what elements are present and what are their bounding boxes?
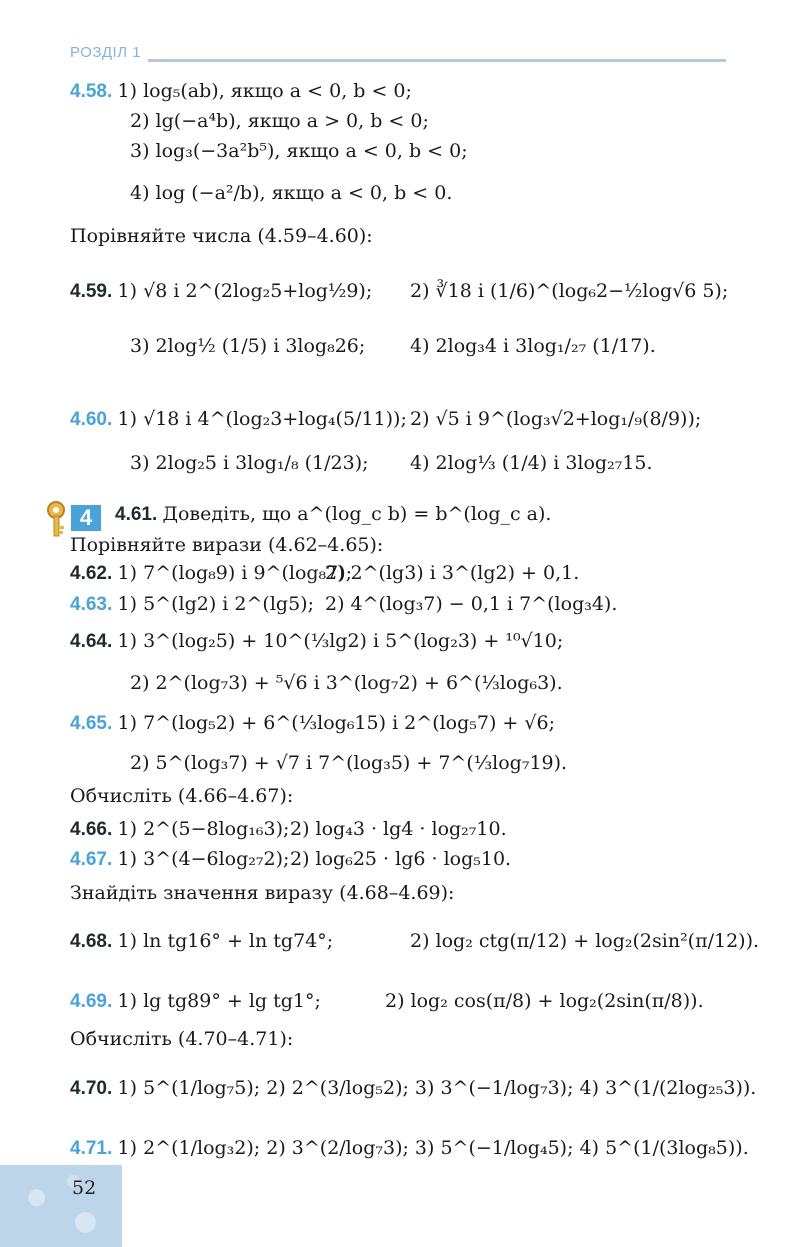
- exercise-text: Порівняйте вирази (4.62–4.65):: [70, 534, 384, 556]
- exercise-line: [70, 593, 314, 616]
- exercise-line: [410, 930, 759, 952]
- exercise-number: 4.58.: [70, 81, 118, 102]
- exercise-line: [410, 335, 656, 357]
- header-rule: [148, 59, 726, 62]
- exercise-text: 3) log₃(−3a²b⁵), якщо a < 0, b < 0;: [130, 140, 468, 162]
- exercise-number: 4.71.: [70, 1138, 118, 1159]
- exercise-text: 2) 2^(lg3) і 3^(lg2) + 0,1.: [325, 562, 580, 584]
- exercise-line: [325, 562, 579, 584]
- exercise-number: 4.70.: [70, 1078, 118, 1099]
- exercise-text: Обчисліть (4.66–4.67):: [70, 785, 294, 807]
- exercise-text: Доведіть, що a^(log_c b) = b^(log_c a).: [162, 503, 552, 525]
- exercise-text: 2) 4^(log₃7) − 0,1 і 7^(log₃4).: [325, 593, 618, 615]
- exercise-text: 1) 7^(log₅2) + 6^(⅓log₆15) і 2^(log₅7) + √6;: [117, 712, 555, 734]
- exercise-number: 4.64.: [70, 631, 118, 652]
- exercise-line: [130, 182, 452, 204]
- exercise-line: [70, 990, 321, 1013]
- exercise-text: 4) 2log⅓ (1/4) і 3log₂₇15.: [410, 452, 653, 474]
- exercise-text: 1) 7^(log₈9) і 9^(log₈7);: [117, 562, 353, 584]
- exercise-line: [130, 752, 567, 774]
- exercise-text: Обчисліть (4.70–4.71):: [70, 1028, 294, 1050]
- exercise-line: [70, 408, 407, 431]
- exercise-line: [410, 280, 728, 302]
- section-header: РОЗДІЛ 1: [70, 44, 142, 61]
- exercise-line: [70, 930, 333, 953]
- exercise-line: [385, 990, 704, 1012]
- exercise-text: 2) log₂ cos(π/8) + log₂(2sin(π/8)).: [385, 990, 704, 1012]
- exercise-line: [70, 80, 412, 103]
- exercise-text: 1) log₅(ab), якщо a < 0, b < 0;: [117, 80, 412, 102]
- page-corner-decoration: [0, 1165, 122, 1247]
- exercise-line: [130, 452, 369, 474]
- exercise-text: 2) lg(−a⁴b), якщо a > 0, b < 0;: [130, 110, 429, 132]
- exercise-text: 1) 2^(1/log₃2); 2) 3^(2/log₇3); 3) 5^(−1/log₄5); 4) 5^(1/(3log₈5)).: [117, 1137, 749, 1159]
- exercise-text: 1) 3^(log₂5) + 10^(⅓lg2) і 5^(log₂3) + ¹⁰√10;: [117, 630, 564, 652]
- exercise-text: 2) log₂ ctg(π/12) + log₂(2sin²(π/12)).: [410, 930, 760, 952]
- exercise-text: 3) 2log½ (1/5) і 3log₈26;: [130, 335, 366, 357]
- exercise-line: [130, 140, 468, 162]
- exercise-number: 4.69.: [70, 991, 118, 1012]
- exercise-line: [130, 672, 563, 694]
- exercise-number: 4.65.: [70, 713, 118, 734]
- exercise-text: 2) log₄3 · lg4 · log₂₇10.: [290, 818, 507, 840]
- exercise-line: [70, 562, 352, 585]
- exercise-number: 4.62.: [70, 563, 118, 584]
- exercise-line: [70, 882, 454, 904]
- level-badge: 4: [71, 505, 101, 531]
- exercise-line: [70, 1077, 756, 1100]
- exercise-text: Порівняйте числа (4.59–4.60):: [70, 225, 373, 247]
- exercise-text: 2) 2^(log₇3) + ⁵√6 і 3^(log₇2) + 6^(⅓log₆3).: [130, 672, 563, 694]
- exercise-number: 4.66.: [70, 819, 118, 840]
- exercise-text: 1) 3^(4−6log₂₇2);: [117, 848, 290, 870]
- exercise-line: [130, 110, 429, 132]
- exercise-line: [70, 712, 555, 735]
- exercise-line: [410, 408, 701, 430]
- page-number: 52: [72, 1177, 97, 1199]
- exercise-line: [70, 1137, 749, 1160]
- exercise-line: [290, 848, 511, 870]
- exercise-text: 1) √8 і 2^(2log₂5+log½9);: [117, 280, 373, 302]
- exercise-line: [130, 335, 365, 357]
- exercise-text: 1) lg tg89° + lg tg1°;: [117, 990, 321, 1012]
- exercise-text: 3) 2log₂5 і 3log₁/₈ (1/23);: [130, 452, 369, 474]
- exercise-line: [290, 818, 507, 840]
- exercise-line: [70, 630, 563, 653]
- exercise-line: [410, 452, 653, 474]
- exercise-text: Знайдіть значення виразу (4.68–4.69):: [70, 882, 455, 904]
- exercise-text: 2) 5^(log₃7) + √7 і 7^(log₃5) + 7^(⅓log₇19).: [130, 752, 568, 774]
- exercise-line: [70, 534, 383, 556]
- exercise-line: [70, 280, 372, 303]
- exercise-text: 2) log₆25 · lg6 · log₅10.: [290, 848, 512, 870]
- exercise-number: 4.59.: [70, 281, 118, 302]
- exercise-text: 1) ln tg16° + ln tg74°;: [117, 930, 334, 952]
- exercise-line: [70, 785, 293, 807]
- exercise-text: 4) log (−a²/b), якщо a < 0, b < 0.: [130, 182, 453, 204]
- exercise-line: [70, 848, 289, 871]
- exercise-number: 4.67.: [70, 849, 118, 870]
- exercise-text: 1) √18 і 4^(log₂3+log₄(5/11));: [117, 408, 407, 430]
- exercise-number: 4.68.: [70, 931, 118, 952]
- exercise-number: 4.63.: [70, 594, 118, 615]
- exercise-line: [115, 503, 551, 526]
- exercise-text: 1) 5^(lg2) і 2^(lg5);: [117, 593, 314, 615]
- exercise-number: 4.61.: [115, 504, 163, 525]
- exercise-number: 4.60.: [70, 409, 118, 430]
- exercise-line: [70, 225, 373, 247]
- exercise-text: 2) ∛18 і (1/6)^(log₆2−½log√6 5);: [410, 280, 729, 302]
- exercise-text: 4) 2log₃4 і 3log₁/₂₇ (1/17).: [410, 335, 656, 357]
- exercise-line: [70, 1028, 293, 1050]
- exercise-text: 1) 2^(5−8log₁₆3);: [117, 818, 290, 840]
- exercise-line: [325, 593, 617, 615]
- exercise-line: [70, 818, 289, 841]
- exercise-text: 1) 5^(1/log₇5); 2) 2^(3/log₅2); 3) 3^(−1/log₇3); 4) 3^(1/(2log₂₅3)).: [117, 1077, 757, 1099]
- exercise-text: 2) √5 і 9^(log₃√2+log₁/₉(8/9));: [410, 408, 702, 430]
